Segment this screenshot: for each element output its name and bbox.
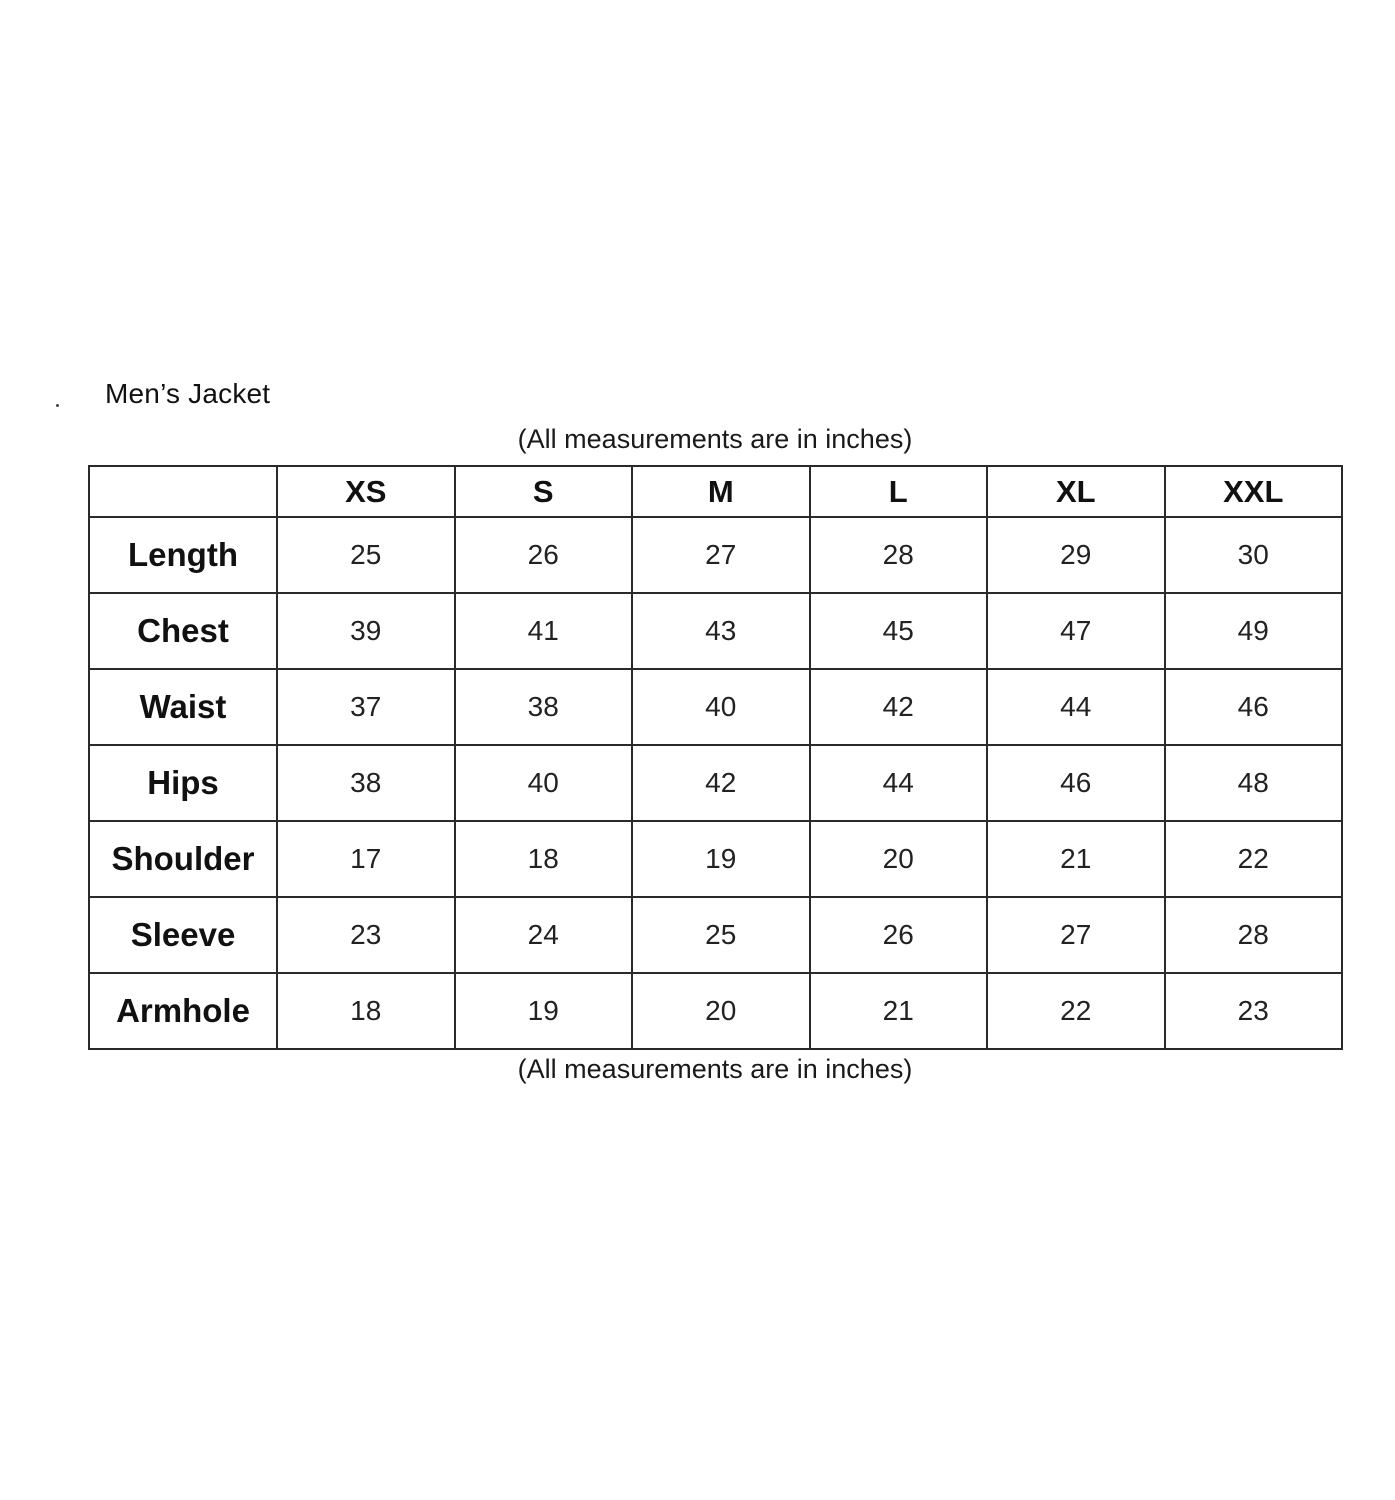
- row-label-hips: Hips: [89, 745, 277, 821]
- size-header-l: L: [810, 466, 988, 517]
- table-cell: 40: [632, 669, 810, 745]
- table-cell: 38: [277, 745, 455, 821]
- row-label-armhole: Armhole: [89, 973, 277, 1049]
- table-cell: 46: [1165, 669, 1343, 745]
- table-cell: 48: [1165, 745, 1343, 821]
- row-label-shoulder: Shoulder: [89, 821, 277, 897]
- table-cell: 42: [632, 745, 810, 821]
- table-cell: 20: [632, 973, 810, 1049]
- table-cell: 43: [632, 593, 810, 669]
- stray-dot: [56, 404, 59, 407]
- table-cell: 19: [455, 973, 633, 1049]
- units-note-top: (All measurements are in inches): [517, 424, 913, 454]
- table-cell: 25: [277, 517, 455, 593]
- corner-cell: [89, 466, 277, 517]
- table-cell: 28: [810, 517, 988, 593]
- size-header-xl: XL: [987, 466, 1165, 517]
- table-cell: 45: [810, 593, 988, 669]
- table-row: [89, 669, 1342, 745]
- table-row: [89, 745, 1342, 821]
- table-cell: 25: [632, 897, 810, 973]
- table-cell: 38: [455, 669, 633, 745]
- size-header-xxl: XXL: [1165, 466, 1343, 517]
- table-cell: 20: [810, 821, 988, 897]
- table-cell: 42: [810, 669, 988, 745]
- table-cell: 44: [810, 745, 988, 821]
- table-cell: 30: [1165, 517, 1343, 593]
- table-cell: 41: [455, 593, 633, 669]
- table-cell: 21: [810, 973, 988, 1049]
- table-cell: 26: [455, 517, 633, 593]
- table-cell: 44: [987, 669, 1165, 745]
- size-header-m: M: [632, 466, 810, 517]
- table-cell: 22: [987, 973, 1165, 1049]
- row-label-waist: Waist: [89, 669, 277, 745]
- table-cell: 24: [455, 897, 633, 973]
- table-cell: 28: [1165, 897, 1343, 973]
- row-label-length: Length: [89, 517, 277, 593]
- table-row: [89, 517, 1342, 593]
- table-cell: 18: [455, 821, 633, 897]
- table-cell: 39: [277, 593, 455, 669]
- size-header-xs: XS: [277, 466, 455, 517]
- units-note-bottom: (All measurements are in inches): [517, 1054, 913, 1084]
- table-cell: 29: [987, 517, 1165, 593]
- table-cell: 46: [987, 745, 1165, 821]
- header-row: [89, 466, 1342, 517]
- table-row: [89, 973, 1342, 1049]
- size-chart-table: [88, 465, 1343, 1050]
- table-cell: 19: [632, 821, 810, 897]
- row-label-chest: Chest: [89, 593, 277, 669]
- table-cell: 23: [1165, 973, 1343, 1049]
- table-cell: 27: [987, 897, 1165, 973]
- table-cell: 18: [277, 973, 455, 1049]
- table-cell: 21: [987, 821, 1165, 897]
- table-row: [89, 821, 1342, 897]
- table-row: [89, 897, 1342, 973]
- table-cell: 40: [455, 745, 633, 821]
- size-header-s: S: [455, 466, 633, 517]
- table-cell: 27: [632, 517, 810, 593]
- table-cell: 26: [810, 897, 988, 973]
- table-cell: 23: [277, 897, 455, 973]
- table-cell: 17: [277, 821, 455, 897]
- row-label-sleeve: Sleeve: [89, 897, 277, 973]
- table-cell: 37: [277, 669, 455, 745]
- table-cell: 22: [1165, 821, 1343, 897]
- table-cell: 47: [987, 593, 1165, 669]
- table-cell: 49: [1165, 593, 1343, 669]
- table-row: [89, 593, 1342, 669]
- chart-title: Men’s Jacket: [105, 378, 271, 409]
